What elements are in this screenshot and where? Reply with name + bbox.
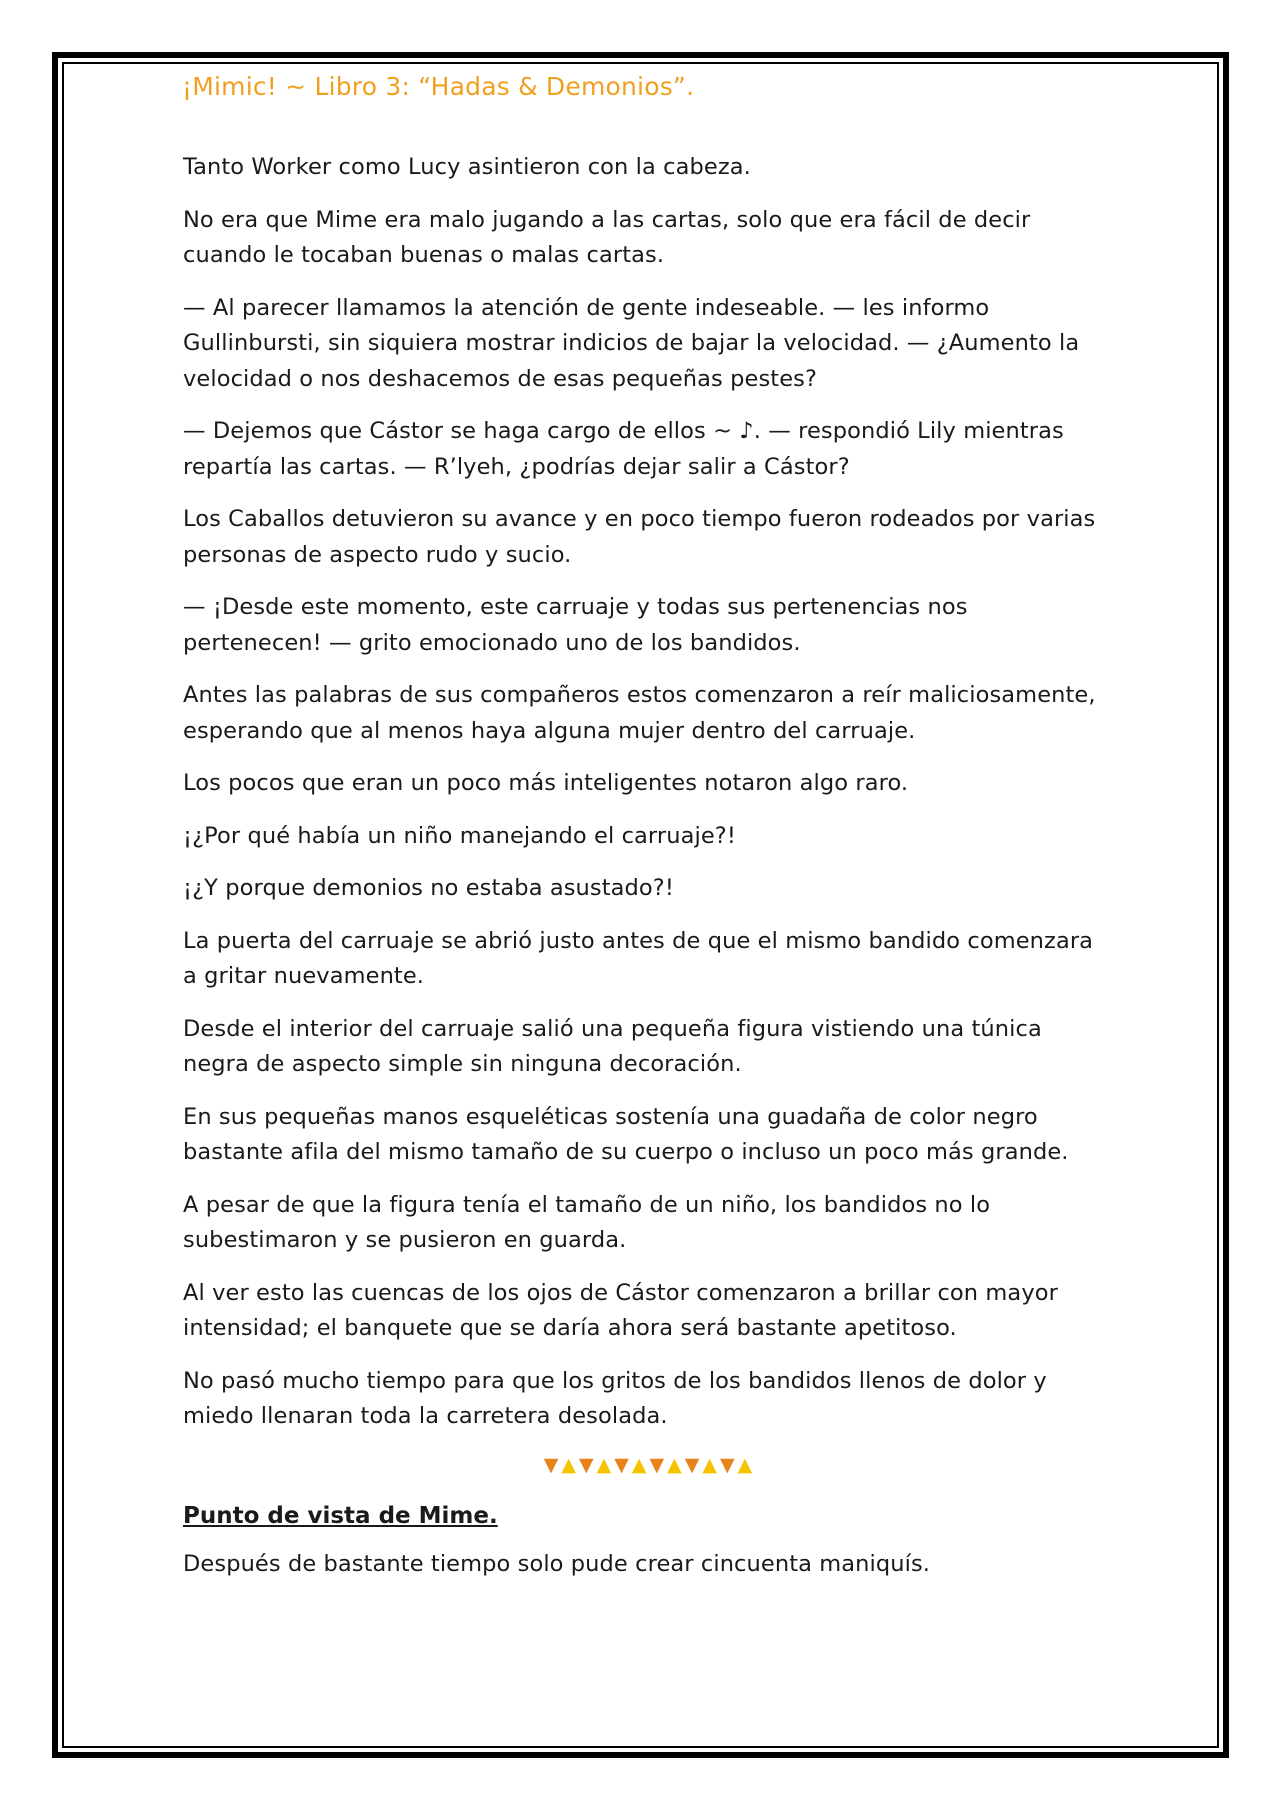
- triangle-down-icon: ▼: [579, 1453, 594, 1476]
- triangle-down-icon: ▼: [684, 1453, 700, 1476]
- running-header: ¡Mimic! ~ Libro 3: “Hadas & Demonios”.: [182, 72, 695, 101]
- triangle-up-icon: ▲: [561, 1453, 576, 1476]
- paragraph-16: No pasó mucho tiempo para que los gritos de los bandidos llenos de dolor y miedo llenaran toda la carretera desolada.: [183, 1367, 1047, 1429]
- paragraph-4: — Dejemos que Cástor se haga cargo de ellos ~ ♪. — respondió Lily mientras repartía las cartas. — R’lyeh, ¿podrías dejar salir a Cástor?: [183, 418, 1064, 480]
- paragraph-6: — ¡Desde este momento, este carruaje y todas sus pertenencias nos pertenecen! — grito emocionado uno de los bandidos.: [183, 594, 968, 656]
- triangle-down-icon: ▼: [543, 1453, 559, 1476]
- paragraph-7: Antes las palabras de sus compañeros estos comenzaron a reír maliciosamente, esperando que al menos haya alguna mujer dentro del carruaje.: [183, 682, 1096, 744]
- triangle-down-icon: ▼: [720, 1453, 735, 1476]
- paragraph-13: En sus pequeñas manos esqueléticas sostenía una guadaña de color negro bastante afila del mismo tamaño de su cuerpo o incluso un poco más grande.: [183, 1103, 1069, 1165]
- paragraph-5: Los Caballos detuvieron su avance y en poco tiempo fueron rodeados por varias personas de aspecto rudo y sucio.: [183, 506, 1096, 568]
- section-paragraph-1: Después de bastante tiempo solo pude crear cincuenta maniquís.: [183, 1550, 931, 1577]
- scene-separator: [183, 1453, 1113, 1477]
- triangle-up-icon: ▲: [702, 1453, 717, 1476]
- paragraph-10: ¡¿Y porque demonios no estaba asustado?!: [183, 875, 674, 901]
- triangle-down-icon: ▼: [614, 1453, 629, 1476]
- triangle-up-icon: ▲: [667, 1453, 682, 1476]
- triangle-up-icon: ▲: [631, 1453, 647, 1476]
- paragraph-2: No era que Mime era malo jugando a las cartas, solo que era fácil de decir cuando le tocaban buenas o malas cartas.: [183, 206, 1031, 268]
- paragraph-3: — Al parecer llamamos la atención de gente indeseable. — les informo Gullinbursti, sin siquiera mostrar indicios de bajar la velocidad. — ¿Aumento la velocidad o nos deshacemos de esas pequeñas pestes?: [183, 294, 1080, 392]
- document-body: [183, 150, 1113, 1599]
- paragraph-8: Los pocos que eran un poco más inteligentes notaron algo raro.: [183, 770, 909, 796]
- section-heading: Punto de vista de Mime.: [183, 1502, 498, 1529]
- triangle-up-icon: ▲: [596, 1453, 612, 1476]
- paragraph-9: ¡¿Por qué había un niño manejando el carruaje?!: [183, 822, 736, 849]
- paragraph-1: Tanto Worker como Lucy asintieron con la cabeza.: [183, 154, 751, 180]
- paragraph-14: A pesar de que la figura tenía el tamaño de un niño, los bandidos no lo subestimaron y se pusieron en guarda.: [183, 1191, 991, 1253]
- triangle-down-icon: ▼: [649, 1453, 665, 1476]
- paragraph-15: Al ver esto las cuencas de los ojos de Cástor comenzaron a brillar con mayor intensidad; el banquete que se daría ahora será bastante apetitoso.: [183, 1279, 1058, 1341]
- triangle-up-icon: ▲: [737, 1453, 753, 1476]
- paragraph-12: Desde el interior del carruaje salió una pequeña figura vistiendo una túnica negra de aspecto simple sin ninguna decoración.: [183, 1015, 1042, 1077]
- paragraph-11: La puerta del carruaje se abrió justo antes de que el mismo bandido comenzara a gritar nuevamente.: [183, 927, 1094, 989]
